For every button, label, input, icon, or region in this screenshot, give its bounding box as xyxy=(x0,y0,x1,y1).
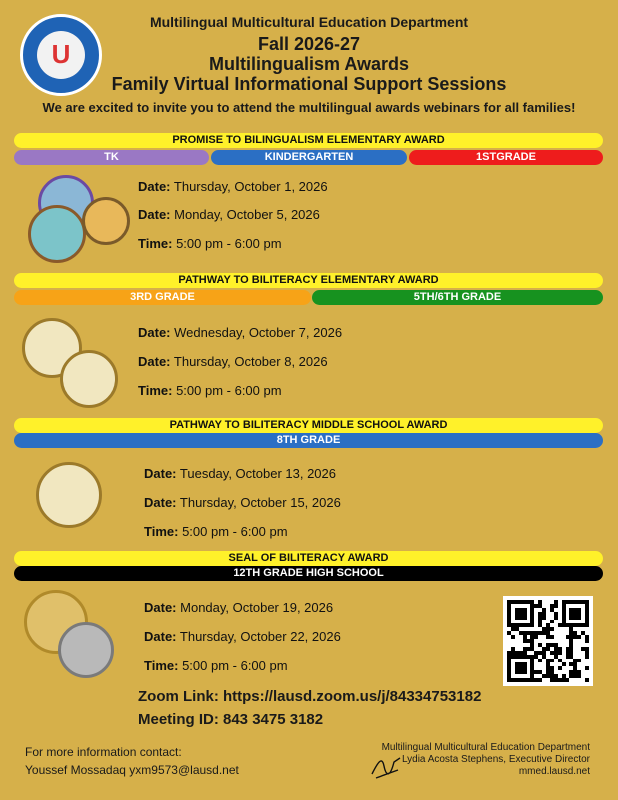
section3-time: Time: 5:00 pm - 6:00 pm xyxy=(144,524,288,539)
pathway-5th-medal-icon xyxy=(60,350,118,408)
section3-date2: Date: Thursday, October 15, 2026 xyxy=(144,495,341,510)
award-bar-seal: SEAL OF BILITERACY AWARD xyxy=(14,551,603,566)
footer-website[interactable]: mmed.lausd.net xyxy=(518,766,590,777)
invite-text: We are excited to invite you to attend the multilingual awards webinars for all families! xyxy=(42,100,576,115)
section1-time: Time: 5:00 pm - 6:00 pm xyxy=(138,236,282,251)
qr-code-pattern xyxy=(507,600,589,682)
award-bar-pathway-elementary: PATHWAY TO BILITERACY ELEMENTARY AWARD xyxy=(14,273,603,288)
grade-bar-kindergarten: KINDERGARTEN xyxy=(211,150,407,165)
grade-bar-12th: 12TH GRADE HIGH SCHOOL xyxy=(14,566,603,581)
section3-date1: Date: Tuesday, October 13, 2026 xyxy=(144,466,337,481)
section2-time: Time: 5:00 pm - 6:00 pm xyxy=(138,383,282,398)
zoom-link[interactable]: Zoom Link: https://lausd.zoom.us/j/84334753182 xyxy=(138,688,482,705)
signature-icon xyxy=(370,752,404,782)
section1-date2: Date: Monday, October 5, 2026 xyxy=(138,207,320,222)
first-grade-medal-icon xyxy=(82,197,130,245)
grade-bar-tk: TK xyxy=(14,150,209,165)
section2-date1: Date: Wednesday, October 7, 2026 xyxy=(138,325,343,340)
section1-date1: Date: Thursday, October 1, 2026 xyxy=(138,179,328,194)
logo-mark-icon: U xyxy=(51,39,71,69)
qr-code-icon[interactable] xyxy=(503,596,593,686)
section4-date2: Date: Thursday, October 22, 2026 xyxy=(144,629,341,644)
award-bar-pathway-middle: PATHWAY TO BILITERACY MIDDLE SCHOOL AWARD xyxy=(14,418,603,433)
section4-time: Time: 5:00 pm - 6:00 pm xyxy=(144,658,288,673)
section4-date1: Date: Monday, October 19, 2026 xyxy=(144,600,334,615)
grade-bar-8th: 8TH GRADE xyxy=(14,433,603,448)
title-season: Fall 2026-27 xyxy=(257,34,361,54)
grade-bar-1st: 1STGRADE xyxy=(409,150,603,165)
district-seal-medal-icon xyxy=(58,622,114,678)
meeting-id: Meeting ID: 843 3475 3182 xyxy=(138,711,324,728)
grade-bar-5th-6th: 5TH/6TH GRADE xyxy=(312,290,603,305)
footer-director: Lydia Acosta Stephens, Executive Director xyxy=(401,754,590,765)
pathway-8th-medal-icon xyxy=(36,462,102,528)
department-name: Multilingual Multicultural Education Department xyxy=(149,14,469,30)
award-bar-promise: PROMISE TO BILINGUALISM ELEMENTARY AWARD xyxy=(14,133,603,148)
title-sessions: Family Virtual Informational Support Sessions xyxy=(111,74,507,94)
contact-heading: For more information contact: xyxy=(25,745,182,759)
footer-department: Multilingual Multicultural Education Department xyxy=(381,742,590,753)
section2-date2: Date: Thursday, October 8, 2026 xyxy=(138,354,328,369)
grade-bar-3rd: 3RD GRADE xyxy=(14,290,311,305)
title-awards: Multilingualism Awards xyxy=(208,54,410,74)
kindergarten-medal-icon xyxy=(28,205,86,263)
contact-person[interactable]: Youssef Mossadaq yxm9573@lausd.net xyxy=(25,763,239,777)
